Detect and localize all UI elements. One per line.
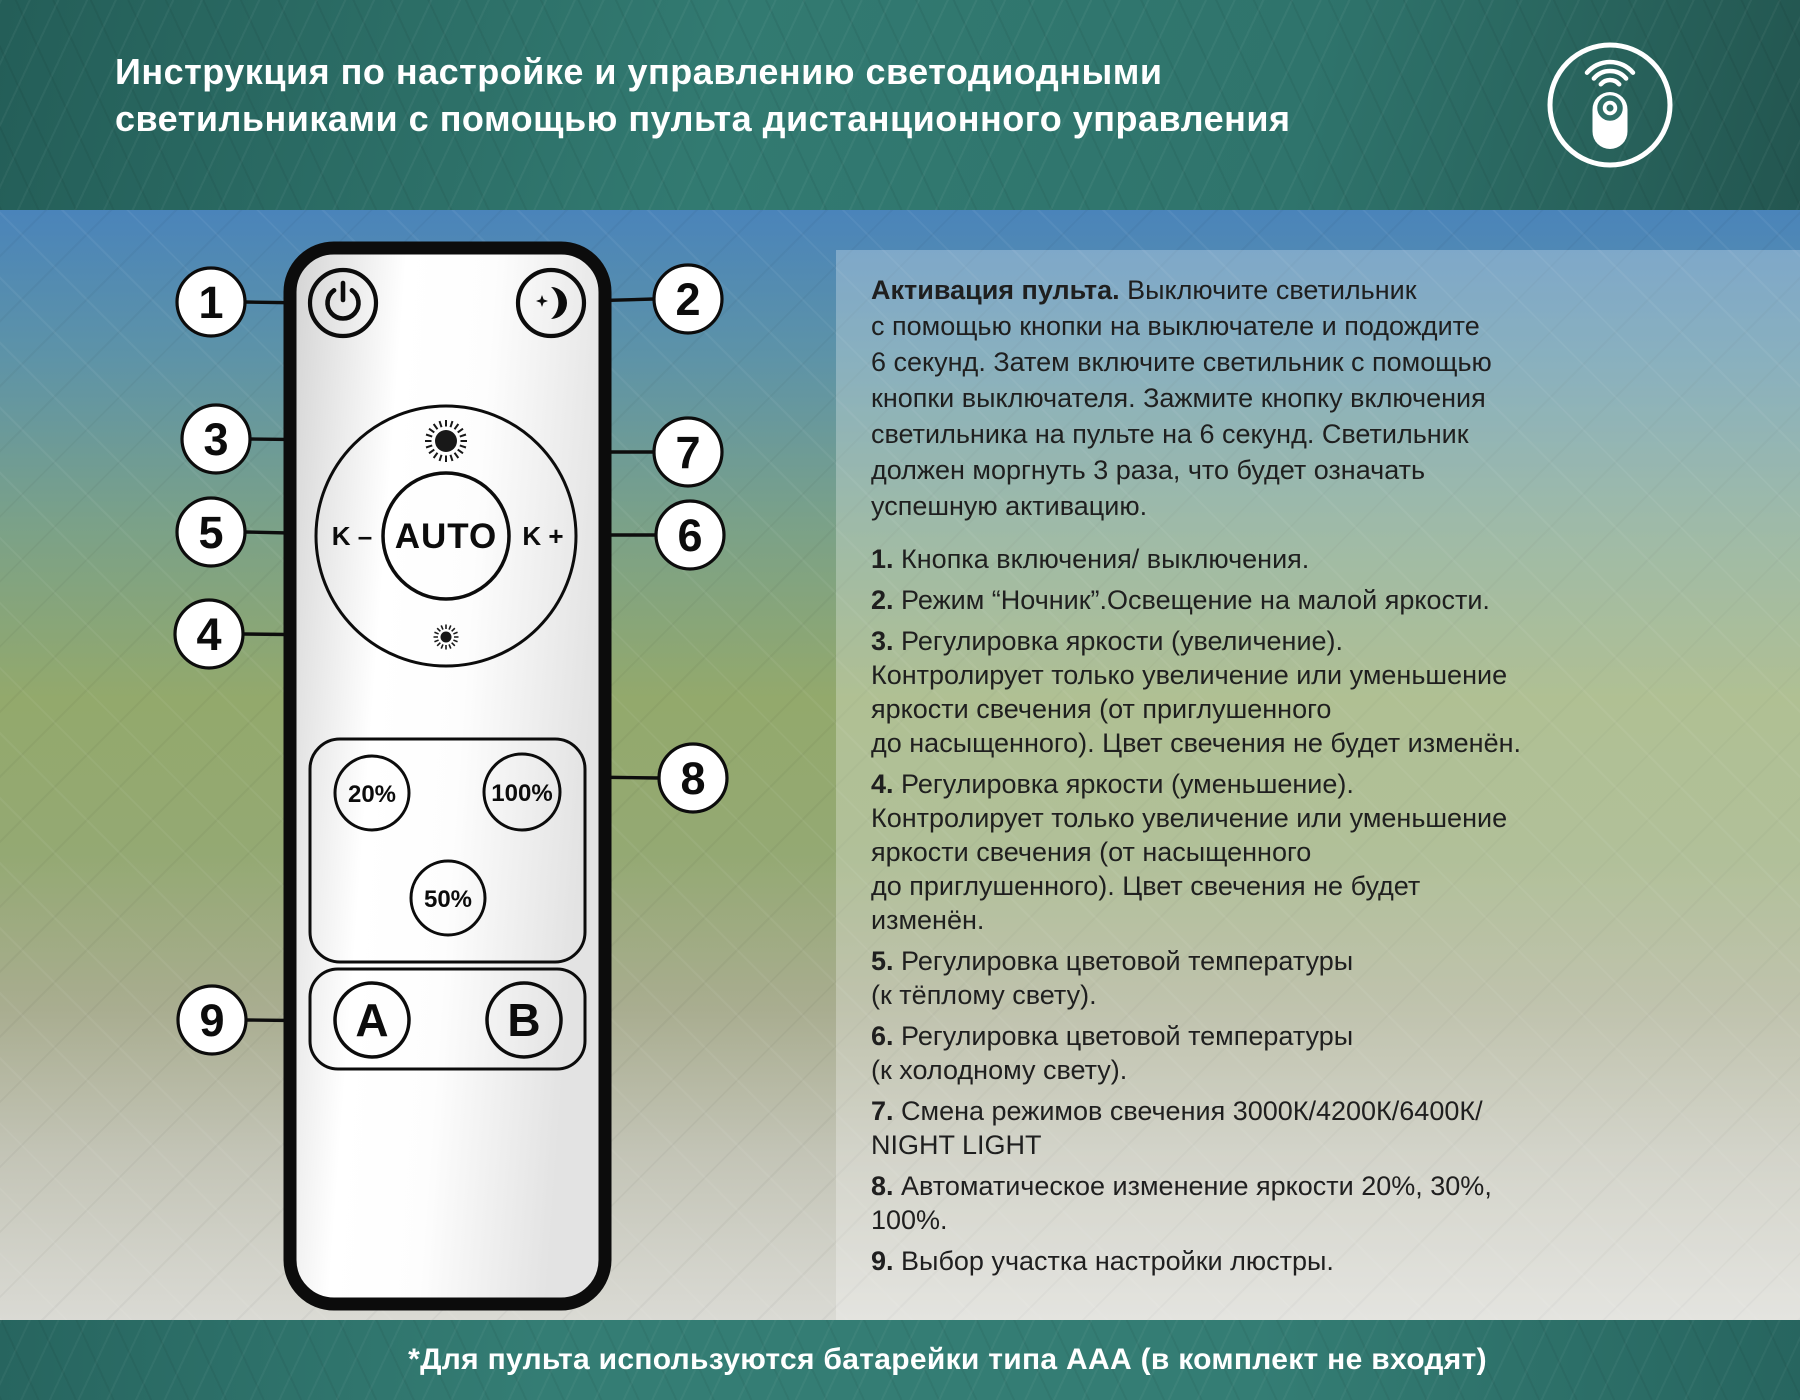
dial-pad xyxy=(316,406,576,666)
list-item xyxy=(871,944,1730,1012)
callout-5-number: 5 xyxy=(198,507,224,558)
list-item xyxy=(871,1019,1730,1087)
button-functions-list xyxy=(871,542,1730,1278)
activation-text: Выключите светильник с помощью кнопки на выключателе и подождите 6 секунд. Затем включите светильник с помощью кнопки выключателя. Зажмите кнопку включения светильника на пульте на 6 секунд. Светильник должен моргнуть 3 раза, что будет означать успешную активацию. xyxy=(871,275,1492,521)
item-text: Кнопка включения/ выключения. xyxy=(893,544,1310,574)
callout-4-number: 4 xyxy=(196,609,222,660)
list-item xyxy=(871,583,1730,617)
main-area xyxy=(0,210,1800,1320)
list-item xyxy=(871,1094,1730,1162)
percent-50-label: 50% xyxy=(423,886,473,913)
item-text: Выбор участка настройки люстры. xyxy=(893,1246,1334,1276)
callout-7-number: 7 xyxy=(675,427,701,478)
callout-6-number: 6 xyxy=(677,510,703,561)
item-number: 7. xyxy=(871,1096,894,1126)
item-number: 8. xyxy=(871,1171,894,1201)
callout-5 xyxy=(177,498,245,566)
item-text: Регулировка цветовой температуры (к холодному свету). xyxy=(871,1021,1354,1085)
callout-2 xyxy=(654,265,722,333)
zone-a-label: A xyxy=(355,994,389,1046)
activation-paragraph xyxy=(871,272,1730,524)
callout-3 xyxy=(182,405,250,473)
remote-illustration xyxy=(0,210,760,1320)
item-number: 2. xyxy=(871,585,894,615)
list-item xyxy=(871,1244,1730,1278)
battery-note: *Для пульта используются батарейки типа ААА (в комплект не входят) xyxy=(408,1343,1487,1376)
callout-3-number: 3 xyxy=(203,414,229,465)
activation-heading: Активация пульта. xyxy=(871,275,1120,305)
k-plus-button: K + xyxy=(522,521,564,551)
callout-8 xyxy=(659,744,727,812)
callout-6 xyxy=(656,501,724,569)
item-number: 6. xyxy=(871,1021,894,1051)
item-text: Режим “Ночник”.Освещение на малой яркости. xyxy=(893,585,1490,615)
list-item xyxy=(871,624,1730,760)
callout-7 xyxy=(654,418,722,486)
zone-b-label: B xyxy=(507,994,541,1046)
callout-8-number: 8 xyxy=(680,753,706,804)
item-number: 5. xyxy=(871,946,894,976)
callout-1 xyxy=(177,268,245,336)
info-panel xyxy=(836,250,1800,1320)
item-number: 9. xyxy=(871,1246,894,1276)
callout-4 xyxy=(175,600,243,668)
percent-20-label: 20% xyxy=(347,781,397,808)
page-title: Инструкция по настройке и управлению светодиодными светильниками с помощью пульта дистанционного управления xyxy=(115,51,1291,139)
item-text: Автоматическое изменение яркости 20%, 30%, 100%. xyxy=(871,1171,1492,1235)
callout-9 xyxy=(178,986,246,1054)
signal-waves-icon xyxy=(1587,62,1633,84)
callout-9-number: 9 xyxy=(199,995,225,1046)
header xyxy=(0,0,1800,210)
list-item xyxy=(871,1169,1730,1237)
brightness-down-icon xyxy=(434,625,459,650)
item-text: Регулировка цветовой температуры (к тёплому свету). xyxy=(871,946,1354,1010)
item-number: 3. xyxy=(871,626,894,656)
item-text: Регулировка яркости (уменьшение). Контролирует только увеличение или уменьшение яркости свечения (от насыщенного до приглушенного). Цвет свечения не будет изменён. xyxy=(871,769,1508,935)
item-number: 1. xyxy=(871,544,894,574)
item-text: Смена режимов свечения 3000К/4200К/6400К/ NIGHT LIGHT xyxy=(871,1096,1483,1160)
remote-signal-icon xyxy=(1540,35,1680,175)
k-minus-button: K – xyxy=(331,521,373,551)
auto-button-label: AUTO xyxy=(394,517,498,556)
footer xyxy=(0,1320,1800,1400)
callout-1-number: 1 xyxy=(198,277,224,328)
list-item xyxy=(871,767,1730,937)
item-text: Регулировка яркости (увеличение). Контролирует только увеличение или уменьшение яркости свечения (от приглушенного до насыщенного). Цвет свечения не будет изменён. xyxy=(871,626,1522,758)
list-item xyxy=(871,542,1730,576)
callout-2-number: 2 xyxy=(675,274,701,325)
item-number: 4. xyxy=(871,769,894,799)
percent-100-label: 100% xyxy=(491,780,553,807)
